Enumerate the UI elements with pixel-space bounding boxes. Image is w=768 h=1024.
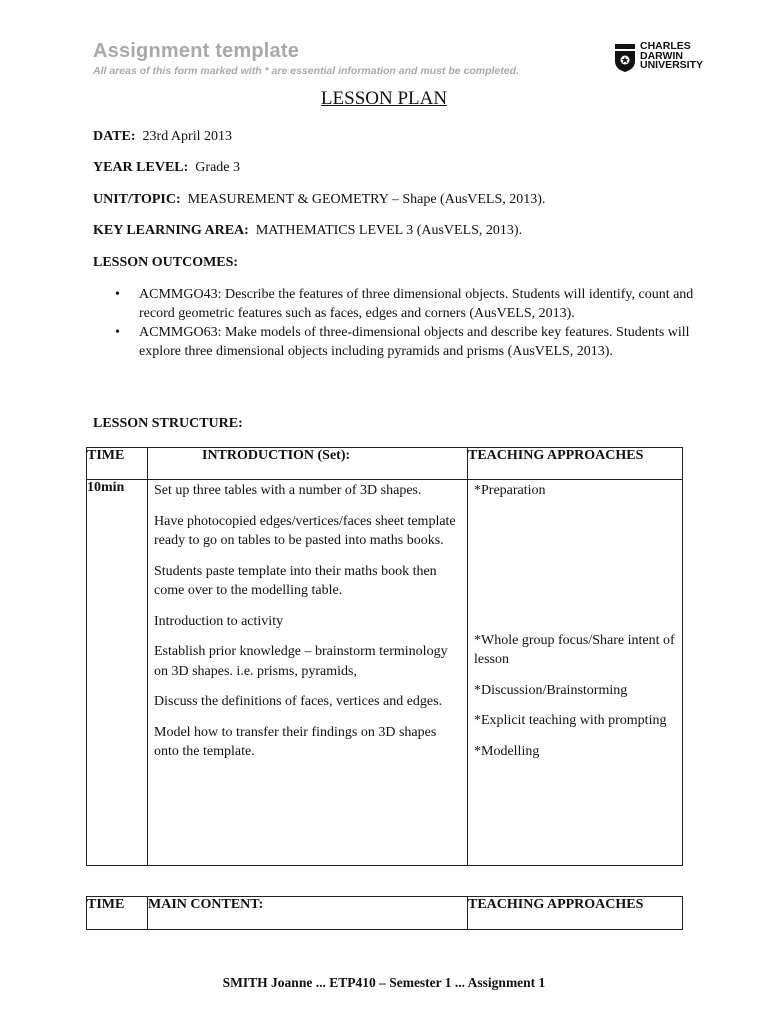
page-footer: SMITH Joanne ... ETP410 – Semester 1 ... Assignment 1 [222,975,546,990]
key-learning-area-value: MATHEMATICS LEVEL 3 (AusVELS, 2013). [255,223,523,238]
table-row [87,480,683,866]
introduction-header: INTRODUCTION (Set): [148,448,468,480]
logo-line-2: DARWIN [640,49,683,62]
content-paragraph: Discuss the definitions of faces, vertices and edges. [154,694,443,709]
date-value: 23rd April 2013 [142,129,232,144]
key-learning-area-field [93,223,522,239]
date-label: DATE: [93,129,136,144]
approach-item: *Preparation [474,483,546,498]
approach-item: *Modelling [474,743,540,759]
lesson-structure-heading [93,416,243,432]
table-header-row [87,448,683,480]
main-content-table [86,896,683,930]
lesson-structure-label: LESSON STRUCTURE: [93,416,243,431]
unit-topic-value: MEASUREMENT & GEOMETRY – Shape (AusVELS, 2013). [187,192,546,207]
template-title: Assignment template [93,40,300,62]
teaching-approaches-header: TEACHING APPROACHES [468,897,683,930]
approach-item: *Whole group focus/Share intent of lesson [474,632,675,667]
year-level-value: Grade 3 [195,160,240,175]
content-paragraph: Establish prior knowledge – brainstorm terminology on 3D shapes. i.e. prisms, pyramids, [154,644,448,679]
unit-topic-field [93,192,545,208]
introduction-content-cell [148,480,468,866]
content-paragraph: Set up three tables with a number of 3D shapes. [154,483,422,498]
logo-line-3: UNIVERSITY [640,59,704,71]
university-logo [614,42,734,74]
teaching-approaches-cell [468,480,683,866]
list-item: • ACMMGO43: Describe the features of three dimensional objects. Students will identify, count and record geometric features such as faces, edges and corners (AusVELS, 2013). [139,285,729,323]
approach-item: *Explicit teaching with prompting [474,713,667,728]
main-content-header: MAIN CONTENT: [148,897,468,930]
approach-item: *Discussion/Brainstorming [474,682,628,698]
template-instructions: All areas of this form marked with * are essential information and must be completed. [93,65,519,77]
unit-topic-label: UNIT/TOPIC: [93,192,181,207]
outcomes-list [93,285,729,361]
content-paragraph: Students paste template into their maths book then come over to the modelling table. [154,563,437,598]
key-learning-area-label: KEY LEARNING AREA: [93,223,249,238]
lesson-outcomes-heading [93,255,238,271]
time-header: TIME [87,897,148,930]
content-paragraph: Model how to transfer their findings on 3D shapes onto the template. [154,724,437,759]
introduction-table [86,447,683,866]
time-cell: 10min [87,480,148,866]
date-field [93,129,232,145]
shield-icon [614,43,636,73]
content-paragraph: Have photocopied edges/vertices/faces sheet template ready to go on tables to be pasted into maths books. [154,513,456,548]
list-item: • ACMMGO63: Make models of three-dimensional objects and describe key features. Students will explore three dimensional objects including pyramids and prisms (AusVELS, 2013). [139,323,729,361]
time-header: TIME [87,448,148,480]
lesson-outcomes-label: LESSON OUTCOMES: [93,255,239,270]
teaching-approaches-header: TEACHING APPROACHES [468,448,683,480]
table-header-row [87,897,683,930]
year-level-label: YEAR LEVEL: [93,160,189,175]
year-level-field [93,160,240,176]
page-title: LESSON PLAN [320,88,448,109]
logo-line-1: CHARLES [640,40,691,52]
content-paragraph: Introduction to activity [154,613,284,629]
